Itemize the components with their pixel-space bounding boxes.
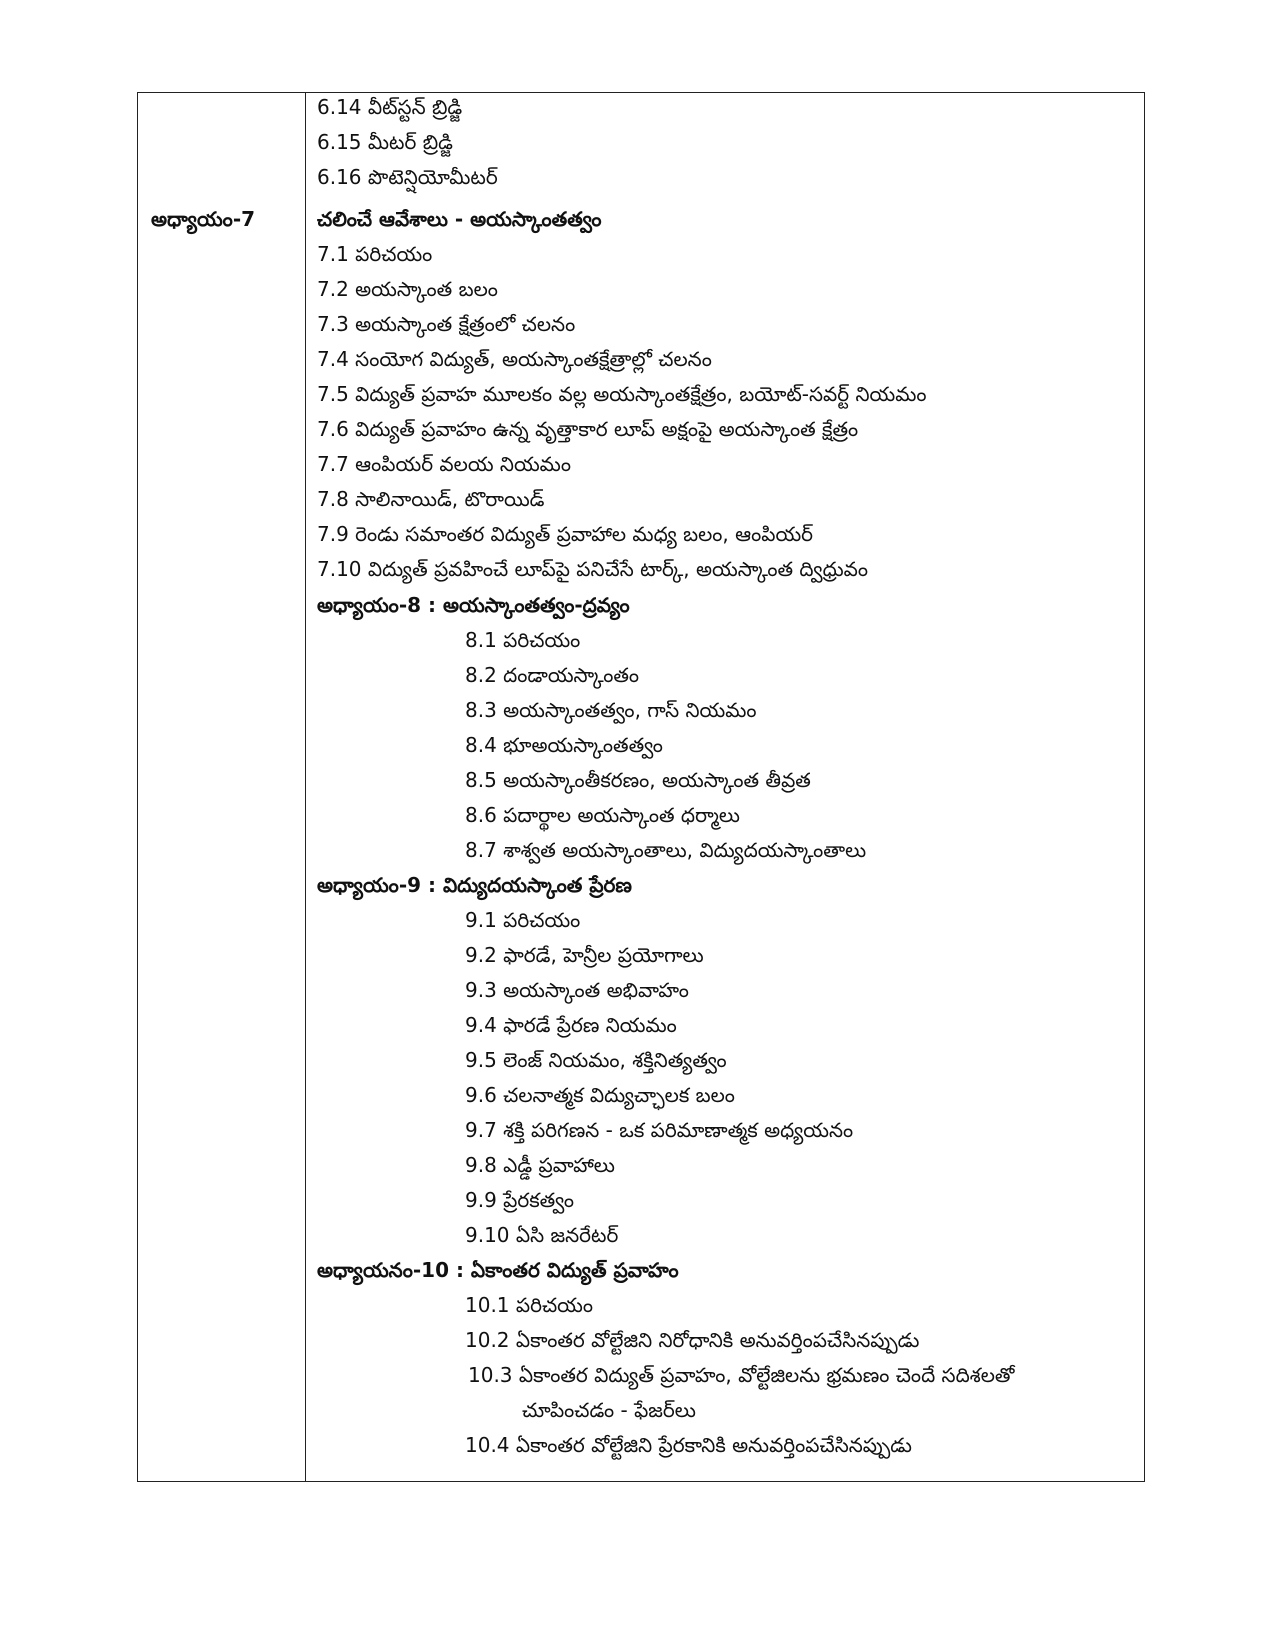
list-item: 9.8 ఎడ్డీ ప్రవాహాలు <box>465 1153 615 1177</box>
list-item: 7.1 పరిచయం <box>317 242 433 266</box>
list-item: 10.2 ఏకాంతర వోల్టేజిని నిరోధానికి అనువర్తింపచేసినప్పుడు <box>465 1328 920 1352</box>
list-item: 10.3 ఏకాంతర విద్యుత్ ప్రవాహం, వోల్టేజిలను భ్రమణం చెందే సదిశలతో <box>468 1363 1015 1387</box>
list-item: 7.10 విద్యుత్ ప్రవహించే లూప్‌పై పనిచేసే టార్క్, అయస్కాంత ద్విధ్రువం <box>317 557 868 581</box>
chapter-7-label: అధ్యాయం-7 <box>151 207 256 231</box>
list-item-continuation: చూపించడం - ఫేజర్‌లు <box>522 1398 696 1422</box>
chapter-heading: అధ్యాయనం-10 : ఏకాంతర విద్యుత్ ప్రవాహం <box>317 1258 679 1282</box>
list-item: 9.2 ఫారడే, హెన్రీల ప్రయోగాలు <box>465 943 704 967</box>
list-item: 8.1 పరిచయం <box>465 628 581 652</box>
list-item: 9.1 పరిచయం <box>465 908 581 932</box>
list-item: 10.1 పరిచయం <box>465 1293 594 1317</box>
list-item: 9.7 శక్తి పరిగణన - ఒక పరిమాణాత్మక అధ్యయనం <box>465 1118 854 1142</box>
list-item: 8.2 దండాయస్కాంతం <box>465 663 640 687</box>
list-item: 9.3 అయస్కాంత అభివాహం <box>465 978 689 1002</box>
column-divider <box>305 92 306 1482</box>
list-item: 6.15 మీటర్ బ్రిడ్జి <box>317 130 453 154</box>
list-item: 9.6 చలనాత్మక విద్యుచ్ఛాలక బలం <box>465 1083 735 1107</box>
list-item: 8.6 పదార్థాల అయస్కాంత ధర్మాలు <box>465 803 740 827</box>
list-item: 10.4 ఏకాంతర వోల్టేజిని ప్రేరకానికి అనువర్తింపచేసినప్పుడు <box>465 1433 912 1457</box>
list-item: 7.8 సాలినాయిడ్, టొరాయిడ్ <box>317 487 545 511</box>
list-item: 7.3 అయస్కాంత క్షేత్రంలో చలనం <box>317 312 576 336</box>
list-item: 8.7 శాశ్వత అయస్కాంతాలు, విద్యుదయస్కాంతాలు <box>465 838 867 862</box>
list-item: 8.5 అయస్కాంతీకరణం, అయస్కాంత తీవ్రత <box>465 768 811 792</box>
list-item: 8.3 అయస్కాంతత్వం, గాస్ నియమం <box>465 698 757 722</box>
list-item: 9.10 ఏసి జనరేటర్ <box>465 1223 619 1247</box>
chapter-heading: చలించే ఆవేశాలు - అయస్కాంతత్వం <box>317 207 602 231</box>
list-item: 7.7 ఆంపియర్ వలయ నియమం <box>317 452 571 476</box>
list-item: 7.5 విద్యుత్ ప్రవాహ మూలకం వల్ల అయస్కాంతక్షేత్రం, బయోట్-సవర్ట్ నియమం <box>317 382 927 406</box>
chapter-heading: అధ్యాయం-8 : అయస్కాంతత్వం-ద్రవ్యం <box>317 593 630 617</box>
list-item: 9.9 ప్రేరకత్వం <box>465 1188 575 1212</box>
list-item: 9.5 లెంజ్ నియమం, శక్తినిత్యత్వం <box>465 1048 727 1072</box>
list-item: 6.16 పొటెన్షియోమీటర్ <box>317 165 498 189</box>
list-item: 6.14 వీట్‌స్టన్ బ్రిడ్జి <box>317 95 463 119</box>
list-item: 9.4 ఫారడే ప్రేరణ నియమం <box>465 1013 677 1037</box>
list-item: 7.2 అయస్కాంత బలం <box>317 277 498 301</box>
list-item: 8.4 భూఅయస్కాంతత్వం <box>465 733 663 757</box>
list-item: 7.9 రెండు సమాంతర విద్యుత్ ప్రవాహాల మధ్య బలం, ఆంపియర్ <box>317 522 814 546</box>
chapter-heading: అధ్యాయం-9 : విద్యుదయస్కాంత ప్రేరణ <box>317 873 632 897</box>
list-item: 7.6 విద్యుత్ ప్రవాహం ఉన్న వృత్తాకార లూప్ అక్షంపై అయస్కాంత క్షేత్రం <box>317 417 859 441</box>
list-item: 7.4 సంయోగ విద్యుత్, అయస్కాంతక్షేత్రాల్లో చలనం <box>317 347 712 371</box>
